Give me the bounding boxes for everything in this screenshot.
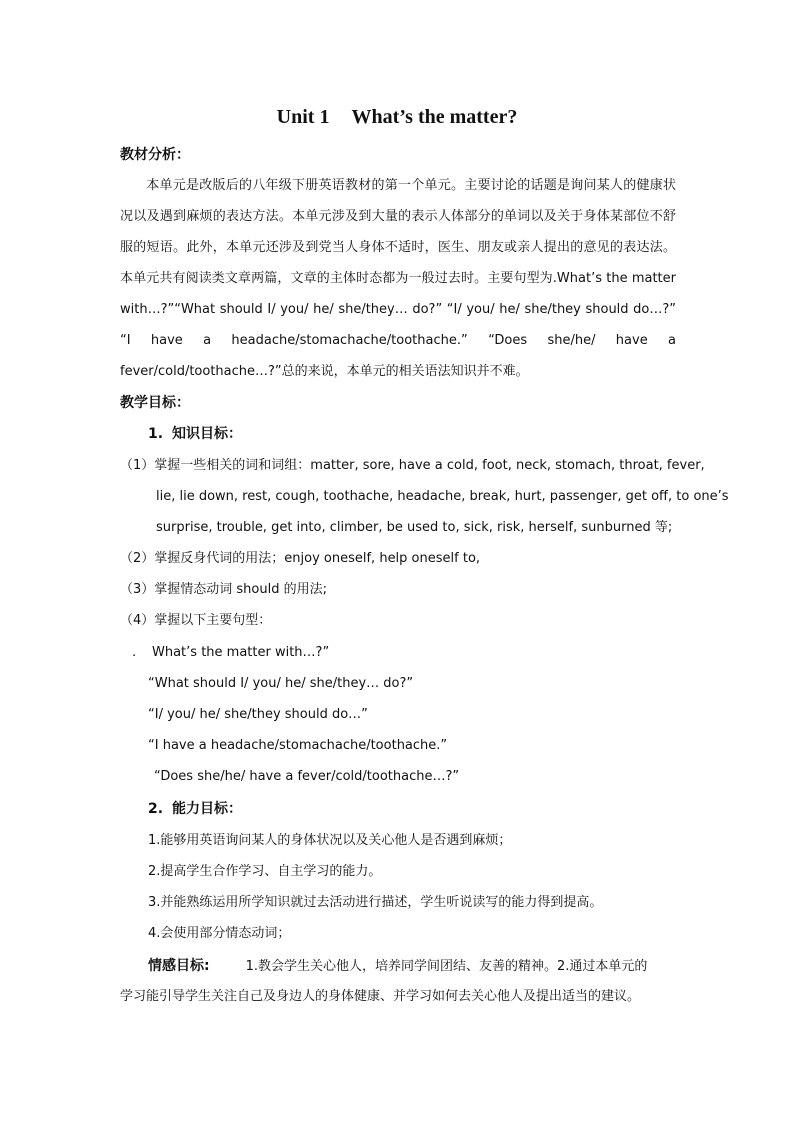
- ability-item: 2.提高学生合作学习、自主学习的能力。: [148, 864, 382, 879]
- item-number: （4）: [120, 613, 155, 628]
- knowledge-item-continuation: lie, lie down, rest, cough, toothache, headache, break, hurt, passenger, get off, to one’s: [156, 489, 729, 504]
- item-number: （2）: [120, 551, 155, 566]
- analysis-heading: 教材分析：: [120, 147, 190, 163]
- key-sentence: “I/ you/ he/ she/they should do…”: [148, 707, 368, 722]
- knowledge-item: [120, 612, 271, 630]
- sentence-bullet: .: [132, 645, 137, 660]
- item-text: 掌握以下主要句型：: [154, 613, 272, 628]
- emotion-goal-line: [148, 957, 647, 976]
- knowledge-goal-heading: [148, 425, 242, 443]
- key-sentence: “I have a headache/stomachache/toothache.”: [148, 738, 448, 753]
- ability-goal-label: 能力目标：: [172, 801, 242, 817]
- item-text: 掌握反身代词的用法；enjoy oneself, help oneself to,: [154, 551, 481, 566]
- ability-item: 3.并能熟练运用所学知识就过去活动进行描述，学生听说读写的能力得到提高。: [148, 895, 603, 910]
- emotion-goal-label: 情感目标:: [148, 958, 210, 974]
- knowledge-item: [120, 581, 327, 599]
- knowledge-item: [120, 457, 705, 475]
- knowledge-goal-label: 知识目标：: [172, 426, 242, 442]
- key-sentence: What’s the matter with…?”: [152, 645, 330, 660]
- unit-name: What’s the matter?: [351, 106, 518, 128]
- key-sentence: “What should I/ you/ he/ she/they… do?”: [148, 676, 414, 691]
- item-text: 掌握情态动词 should 的用法;: [154, 582, 327, 597]
- goals-heading: 教学目标：: [120, 395, 190, 411]
- analysis-paragraph: [120, 170, 676, 387]
- item-text: 掌握一些相关的词和词组：matter, sore, have a cold, foot, neck, stomach, throat, fever,: [154, 458, 705, 473]
- emotion-goal-text: 1.教会学生关心他人，培养同学间团结、友善的精神。2.通过本单元的: [245, 959, 648, 974]
- ability-item: 1.能够用英语询问某人的身体状况以及关心他人是否遇到麻烦；: [148, 833, 512, 848]
- page-title: [0, 106, 794, 129]
- emotion-goal-continuation: 学习能引导学生关注自己及身边人的身体健康、并学习如何去关心他人及提出适当的建议。: [120, 989, 641, 1004]
- analysis-text: 本单元是改版后的八年级下册英语教材的第一个单元。主要讨论的话题是询问某人的健康状况以及遇到麻烦的表达方法。本单元涉及到大量的表示人体部分的单词以及关于身体某部位不舒服的短语。此外，本单元还涉及到党当人身体不适时，医生、朋友或亲人提出的意见的表达法。本单元共有阅读类文章两篇，文章的主体时态都为一般过去时。主要句型为.What’s the matter with…?”“What should I/ you/ he/ she/they… do?” “I/ you/ he/ she/they should do…?” “I have a headache/stomachache/toothache.” “Does she/he/ have a fever/cold/toothache…?”总的来说，本单元的相关语法知识并不难。: [120, 178, 676, 379]
- key-sentence: “Does she/he/ have a fever/cold/toothache…?”: [154, 769, 460, 784]
- knowledge-goal-number: 1.: [148, 426, 164, 442]
- ability-goal-heading: [148, 800, 242, 818]
- unit-number: Unit 1: [276, 106, 330, 128]
- knowledge-item-continuation: surprise, trouble, get into, climber, be used to, sick, risk, herself, sunburned 等;: [156, 520, 673, 535]
- item-number: （3）: [120, 582, 155, 597]
- ability-goal-number: 2.: [148, 801, 164, 817]
- knowledge-item: [120, 550, 480, 568]
- ability-item: 4.会使用部分情态动词；: [148, 926, 291, 941]
- item-number: （1）: [120, 458, 155, 473]
